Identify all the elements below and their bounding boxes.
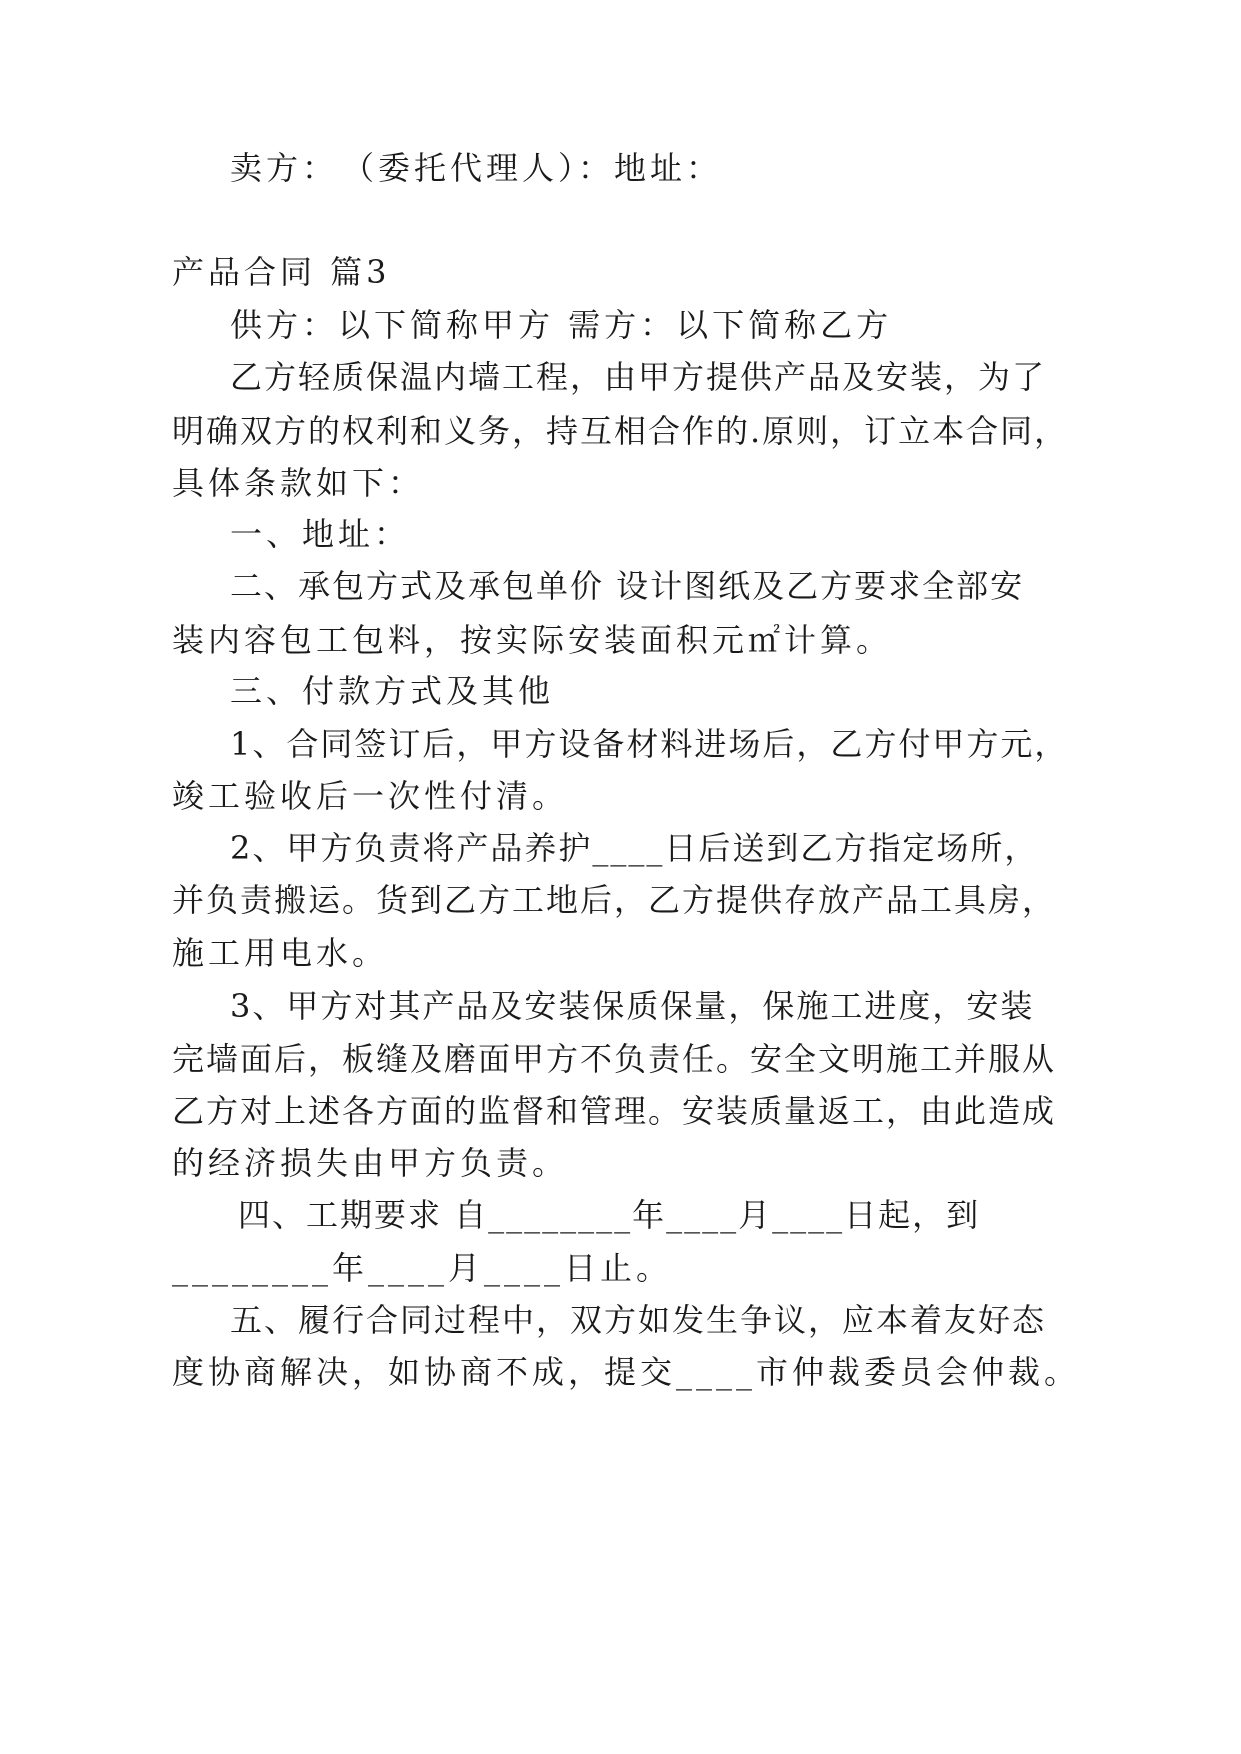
paragraph-line: 供方：以下简称甲方 需方：以下简称乙方	[230, 306, 893, 344]
paragraph-line: 一、地址：	[230, 515, 411, 553]
paragraph-line: 四、工期要求 自________年____月____日起，到	[238, 1196, 981, 1234]
paragraph-line: 具体条款如下：	[172, 464, 425, 502]
paragraph-line: 3、甲方对其产品及安装保质保量，保施工进度，安装	[230, 987, 1035, 1025]
paragraph-line: 三、付款方式及其他	[230, 672, 555, 710]
paragraph-line: 的经济损失由甲方负责。	[172, 1144, 569, 1182]
paragraph-line: 施工用电水。	[172, 934, 389, 972]
paragraph-line: 1、合同签订后，甲方设备材料进场后，乙方付甲方元，	[230, 725, 1069, 763]
paragraph-line: 并负责搬运。货到乙方工地后，乙方提供存放产品工具房，	[172, 881, 1057, 919]
paragraph-line: 五、履行合同过程中，双方如发生争议，应本着友好态	[230, 1301, 1047, 1339]
paragraph-line: ________年____月____日止。	[172, 1249, 673, 1287]
paragraph-line: 乙方轻质保温内墙工程，由甲方提供产品及安装，为了	[230, 358, 1047, 396]
seller-line: 卖方： （委托代理人）：地址：	[230, 149, 723, 187]
paragraph-line: 二、承包方式及承包单价 设计图纸及乙方要求全部安	[230, 567, 1025, 605]
paragraph-line: 乙方对上述各方面的监督和管理。安装质量返工，由此造成	[172, 1092, 1057, 1130]
paragraph-line: 装内容包工包料，按实际安装面积元㎡计算。	[172, 621, 893, 659]
paragraph-line: 竣工验收后一次性付清。	[172, 777, 569, 815]
paragraph-line: 明确双方的权利和义务，持互相合作的.原则，订立本合同，	[172, 412, 1069, 450]
section-heading: 产品合同 篇3	[172, 253, 391, 291]
paragraph-line: 2、甲方负责将产品养护____日后送到乙方指定场所，	[230, 829, 1039, 867]
paragraph-line: 度协商解决，如协商不成，提交____市仲裁委员会仲裁。	[172, 1353, 1081, 1391]
paragraph-line: 完墙面后，板缝及磨面甲方不负责任。安全文明施工并服从	[172, 1040, 1057, 1078]
